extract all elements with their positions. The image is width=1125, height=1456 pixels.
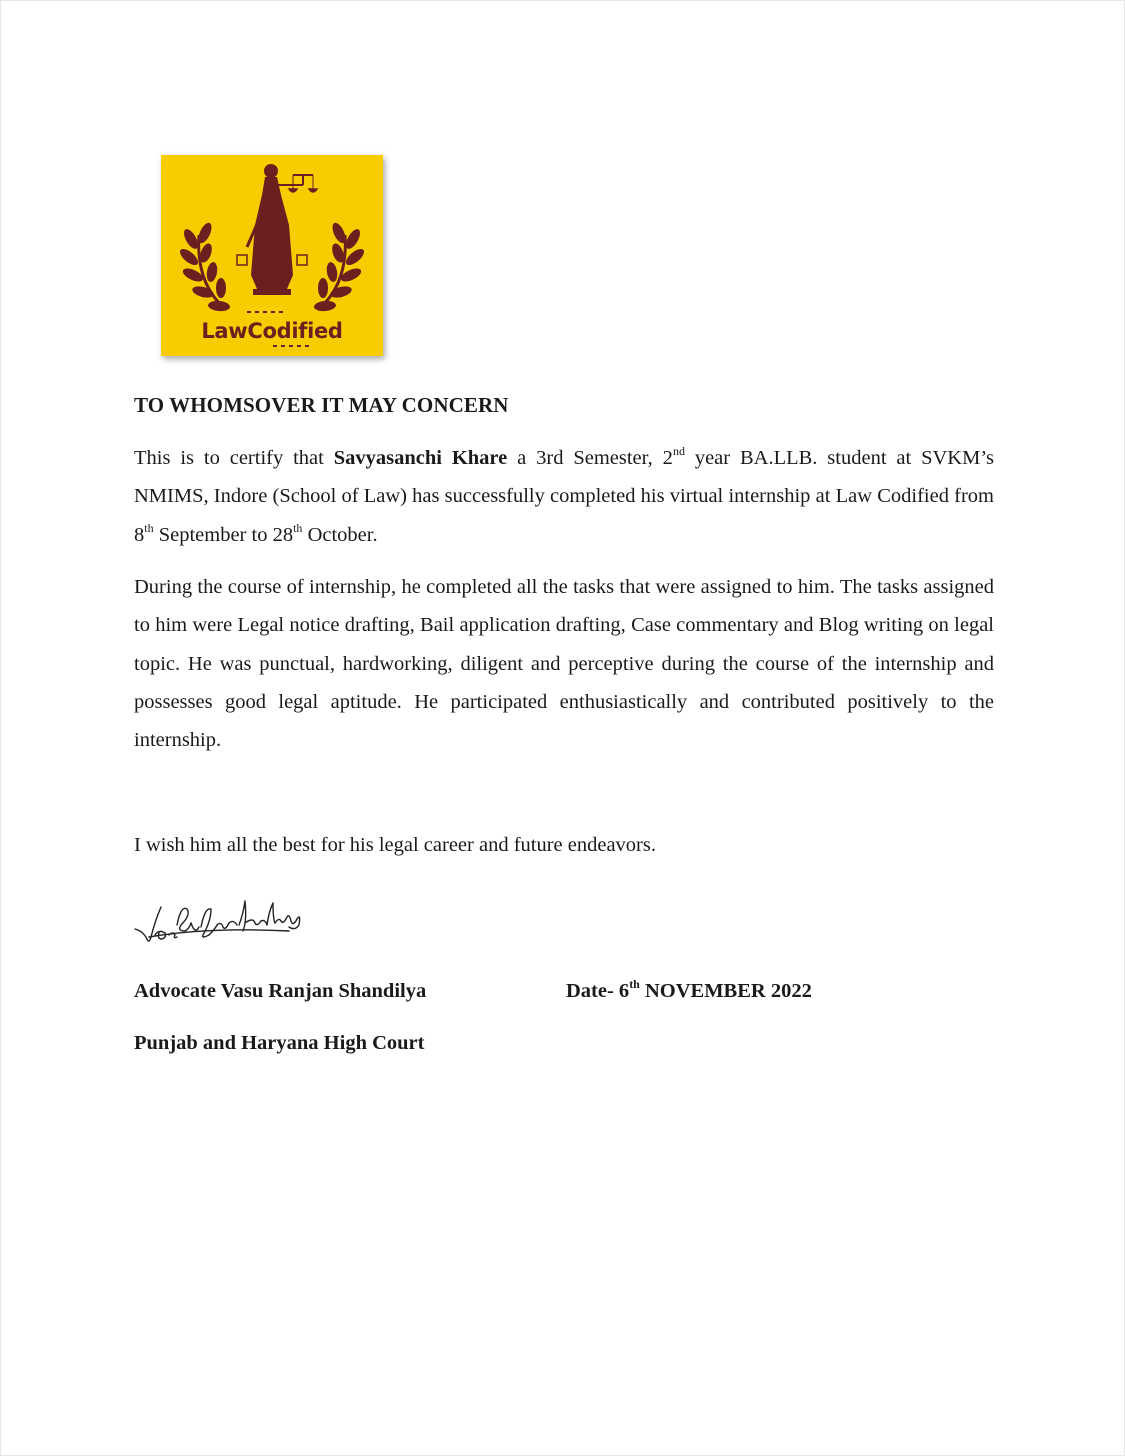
date-rest: NOVEMBER 2022 [639,980,812,1002]
p1-text-1: This is to certify that [134,447,334,469]
letter-date [566,977,812,1003]
p1-superscript-2: th [144,520,154,535]
p1-text-2: a 3rd Semester, 2 [507,447,673,469]
lawcodified-logo [161,155,383,356]
p1-text-4: September to 28 [153,523,294,546]
date-superscript: th [629,977,640,991]
logo-wordmark: LawCodified [201,319,343,343]
advocate-name: Advocate Vasu Ranjan Shandilya [134,980,427,1002]
student-name: Savyasanchi Khare [333,447,508,469]
certification-paragraph [134,439,994,554]
p1-text-5: October. [302,523,378,546]
tasks-paragraph: During the course of internship, he completed all the tasks that were assigned to him. The tasks assigned to him were Legal notice drafting, Bail application drafting, Case commentary and Blog writing on legal topic. He was punctual, hardworking, diligent and perceptive during the course of the internship and possesses good legal aptitude. He participated enthusiastically and contributed positively to the internship. [134,576,994,752]
p1-text-3: year BA.LLB. student at SVKM’s NMIMS, Indore (School of Law) has successfully completed his virtual internship at Law Codified from 8 [134,447,995,546]
date-prefix: Date- 6 [566,980,630,1002]
letter-heading: TO WHOMSOVER IT MAY CONCERN [134,393,509,417]
p1-superscript-3: th [293,520,303,535]
handwritten-signature [129,891,309,960]
court-name: Punjab and Haryana High Court [134,1032,425,1054]
handwritten-signature-icon [129,891,309,955]
p1-superscript-1: nd [672,444,685,458]
wishes-paragraph: I wish him all the best for his legal career and future endeavors. [134,834,656,856]
